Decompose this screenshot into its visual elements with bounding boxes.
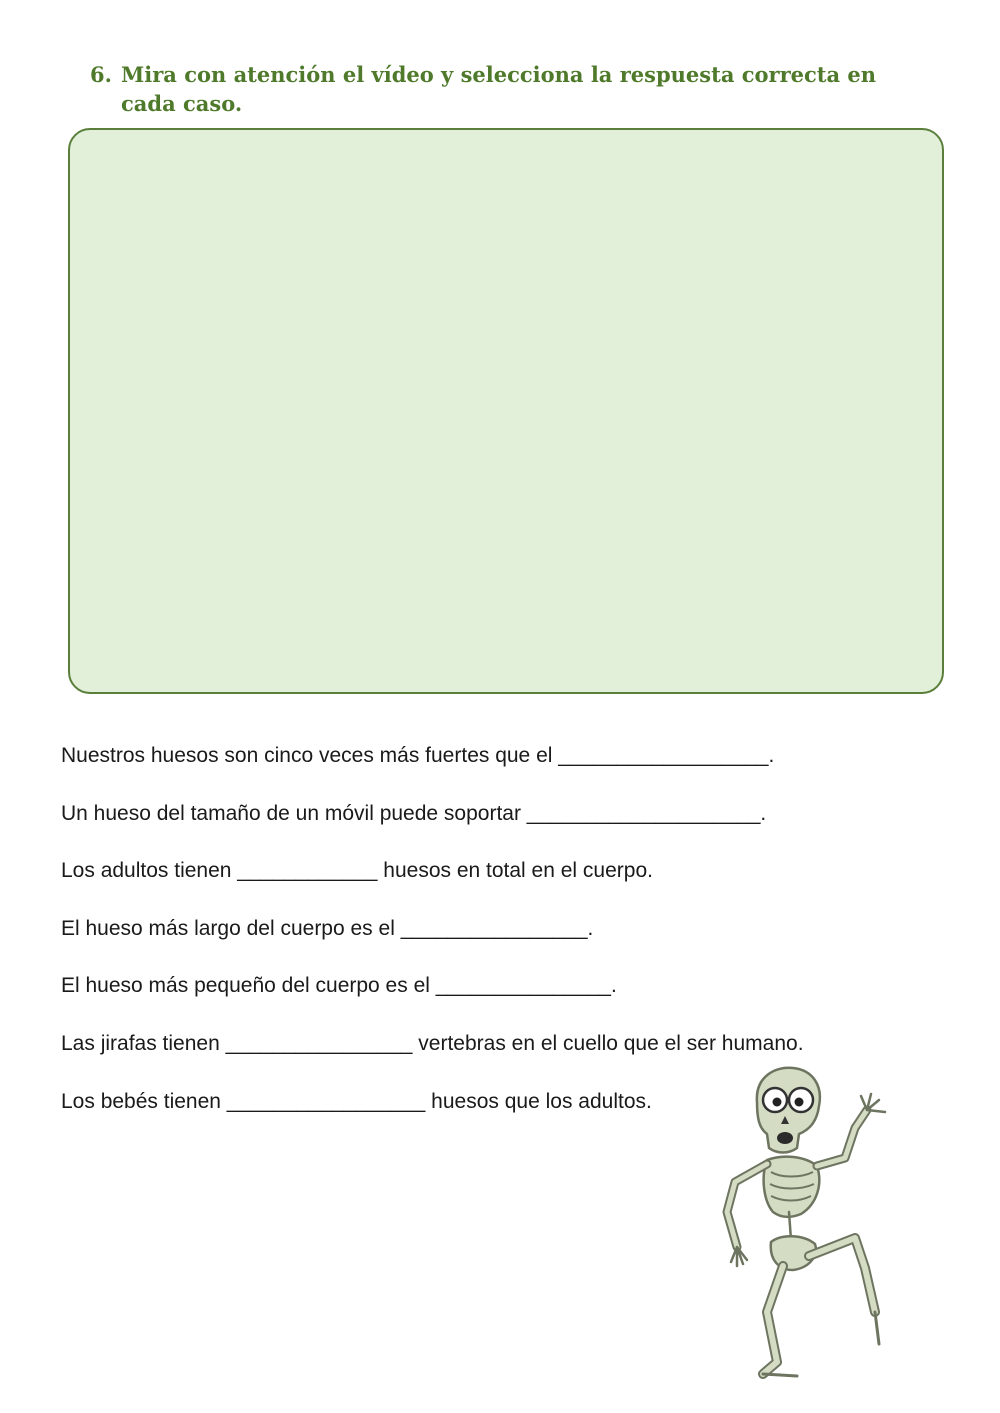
question-4: El hueso más largo del cuerpo es el ________________.	[61, 916, 594, 940]
question-5: El hueso más pequeño del cuerpo es el _______________.	[61, 974, 617, 998]
question-6: Las jirafas tienen ________________ vertebras en el cuello que el ser humano.	[61, 1031, 804, 1055]
exercise-instruction: Mira con atención el vídeo y selecciona la respuesta correcta en cada caso.	[121, 62, 877, 116]
exercise-heading	[90, 60, 930, 118]
exercise-number: 6.	[90, 62, 112, 87]
skeleton-icon	[705, 1062, 915, 1382]
question-3: Los adultos tienen ____________ huesos en total en el cuerpo.	[61, 859, 653, 883]
question-1: Nuestros huesos son cinco veces más fuertes que el __________________.	[61, 744, 775, 767]
video-placeholder[interactable]	[68, 128, 944, 694]
question-2: Un hueso del tamaño de un móvil puede soportar ____________________.	[61, 801, 767, 825]
question-7: Los bebés tienen _________________ huesos que los adultos.	[61, 1089, 652, 1113]
